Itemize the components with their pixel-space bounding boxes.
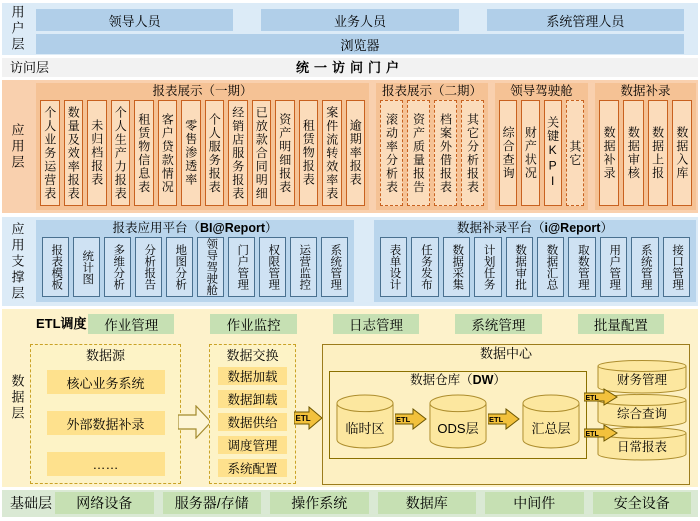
etl-management-box: 作业监控 xyxy=(210,314,296,334)
platform-module: 表单设计 xyxy=(380,237,407,297)
report-item: 客户贷款情况 xyxy=(158,100,178,206)
platform-module: 分析报告 xyxy=(135,237,162,297)
platform-module: 统计图 xyxy=(73,237,100,297)
report-item: 个人生产力报表 xyxy=(111,100,131,206)
unified-portal-title: 统一访问门户 xyxy=(295,60,404,75)
supplement-item: 数据入库 xyxy=(672,100,692,206)
data-exchange-item: 数据卸载 xyxy=(218,390,287,408)
platform-module: 任务发布 xyxy=(411,237,438,297)
data-marts xyxy=(597,345,687,484)
infra-items-row xyxy=(55,492,691,514)
group-report-phase2 xyxy=(376,83,488,210)
platform-module: 系统管理 xyxy=(631,237,658,297)
support-groups xyxy=(36,220,696,302)
infra-item: 网络设备 xyxy=(55,492,154,514)
infra-item: 数据库 xyxy=(378,492,477,514)
etl-management-box: 日志管理 xyxy=(333,314,419,334)
report-item: 未归档报表 xyxy=(87,100,107,206)
group-data-supplement xyxy=(595,83,696,210)
report-item: 零售渗透率 xyxy=(181,100,201,206)
data-center-box: 数据中心 数据仓库（DW） 临时区 ODS层 汇总层 ETL ETL 财务管理 综合查询 日常报表 ETL ETL xyxy=(322,344,690,485)
report-item: 逾期率报表 xyxy=(346,100,366,206)
etl-management-row xyxy=(88,314,664,334)
report-item: 案件流转效率表 xyxy=(322,100,342,206)
etl-arrow-icon xyxy=(584,388,618,406)
platform-module: 领导驾驶舱 xyxy=(197,237,224,297)
cockpit-item: 其它 xyxy=(566,100,584,206)
infra-item: 操作系统 xyxy=(270,492,369,514)
report-item: 个人业务运营表 xyxy=(40,100,60,206)
svg-text:ETL: ETL xyxy=(585,395,599,402)
platform-module: 权限管理 xyxy=(259,237,286,297)
report-item: 资产明细报表 xyxy=(275,100,295,206)
svg-text:ETL: ETL xyxy=(585,431,599,438)
group-title: 领导驾驶舱 xyxy=(510,84,573,98)
cockpit-item: 综合查询 xyxy=(499,100,517,206)
etl-arrow-icon xyxy=(395,408,427,430)
data-exchange-item: 数据供给 xyxy=(218,413,287,431)
group-title: 报表展示（一期） xyxy=(152,84,253,98)
support-layer-label: 应用支撑层 xyxy=(9,221,25,302)
report-item: 其它分析报表 xyxy=(461,100,484,206)
user-layer-label: 用户层 xyxy=(9,5,25,53)
cockpit-item: 关键KPI xyxy=(544,100,562,206)
flow-arrow-icon xyxy=(178,405,212,439)
platform-module: 数据审批 xyxy=(506,237,533,297)
access-layer-label: 访问层 xyxy=(10,60,50,75)
etl-arrow-icon xyxy=(294,406,323,430)
data-mart-cylinder: 综合查询 xyxy=(597,394,687,428)
group-report-phase1 xyxy=(36,83,369,210)
platform-module: 地图分析 xyxy=(166,237,193,297)
data-source-item: …… xyxy=(47,452,165,476)
warehouse-stage-cylinder: ODS层 xyxy=(429,394,487,450)
data-source-item: 核心业务系统 xyxy=(47,370,165,394)
user-role-box: 系统管理人员 xyxy=(487,9,684,31)
platform-module: 数据汇总 xyxy=(537,237,564,297)
layer-application xyxy=(2,80,698,213)
supplement-item: 数据上报 xyxy=(648,100,668,206)
platform-module: 报表模板 xyxy=(42,237,69,297)
report-item: 租赁物信息表 xyxy=(134,100,154,206)
data-source-item: 外部数据补录 xyxy=(47,411,165,435)
group-title: 数据补录 xyxy=(620,84,671,98)
supplement-item: 数据补录 xyxy=(599,100,619,206)
platform-module: 取数管理 xyxy=(568,237,595,297)
user-roles-row xyxy=(36,9,684,31)
warehouse-title: 数据仓库（DW） xyxy=(410,373,506,387)
report-item: 滚动率分析表 xyxy=(380,100,403,206)
layer-app-support xyxy=(2,217,698,306)
platform-title: 报表应用平台（BI@Report） xyxy=(112,221,278,235)
app-layer-label: 应用层 xyxy=(9,122,25,171)
etl-arrow-icon xyxy=(488,408,520,430)
data-exchange-box: 数据交换 数据加载 数据卸载 数据供给 调度管理 系统配置 xyxy=(209,344,296,484)
infra-layer-label: 基础层 xyxy=(10,495,52,511)
cockpit-item: 财产状况 xyxy=(521,100,539,206)
data-mart-cylinder: 财务管理 xyxy=(597,360,687,394)
platform-module: 用户管理 xyxy=(600,237,627,297)
layer-data xyxy=(2,309,698,487)
group-bi-report-platform xyxy=(36,220,354,302)
app-groups xyxy=(36,83,696,210)
report-item: 租赁物报表 xyxy=(299,100,319,206)
group-title: 报表展示（二期） xyxy=(381,84,482,98)
report-item: 数量及效率报表 xyxy=(64,100,84,206)
user-role-box: 领导人员 xyxy=(36,9,233,31)
etl-schedule-label: ETL调度 xyxy=(36,316,87,331)
platform-module: 计划任务 xyxy=(474,237,501,297)
infra-item: 中间件 xyxy=(485,492,584,514)
data-exchange-item: 调度管理 xyxy=(218,436,287,454)
etl-arrow-icon xyxy=(584,424,618,442)
report-item: 档案外借报表 xyxy=(434,100,457,206)
report-item: 资产质量报告 xyxy=(407,100,430,206)
infra-item: 服务器/存储 xyxy=(163,492,262,514)
data-source-box: 数据源 核心业务系统 外部数据补录 …… xyxy=(30,344,181,484)
etl-management-box: 作业管理 xyxy=(88,314,174,334)
platform-module: 系统管理 xyxy=(321,237,348,297)
platform-module: 接口管理 xyxy=(663,237,690,297)
platform-module: 门户管理 xyxy=(228,237,255,297)
data-exchange-item: 系统配置 xyxy=(218,459,287,477)
data-layer-label: 数据层 xyxy=(9,374,25,422)
svg-text:ETL: ETL xyxy=(295,414,311,423)
layer-user xyxy=(2,3,698,55)
layer-access xyxy=(2,58,698,77)
report-item: 个人服务报表 xyxy=(205,100,225,206)
infra-item: 安全设备 xyxy=(593,492,692,514)
report-item: 已放款合同明细 xyxy=(252,100,272,206)
group-leader-cockpit xyxy=(495,83,588,210)
report-item: 经销店服务报表 xyxy=(228,100,248,206)
svg-text:ETL: ETL xyxy=(489,415,504,424)
platform-module: 多维分析 xyxy=(104,237,131,297)
etl-management-box: 系统管理 xyxy=(455,314,541,334)
data-warehouse-box xyxy=(329,371,587,459)
group-i-report-platform xyxy=(374,220,696,302)
layer-infrastructure xyxy=(2,490,698,517)
supplement-item: 数据审核 xyxy=(623,100,643,206)
browser-bar: 浏览器 xyxy=(36,34,684,54)
warehouse-stage-cylinder: 临时区 xyxy=(336,394,394,450)
user-role-box: 业务人员 xyxy=(261,9,458,31)
platform-module: 数据采集 xyxy=(443,237,470,297)
etl-management-box: 批量配置 xyxy=(578,314,664,334)
warehouse-stage-cylinder: 汇总层 xyxy=(522,394,580,450)
svg-text:ETL: ETL xyxy=(396,415,411,424)
platform-module: 运营监控 xyxy=(290,237,317,297)
platform-title: 数据补录平台（i@Report） xyxy=(457,221,613,235)
data-mart-cylinder: 日常报表 xyxy=(597,427,687,461)
data-exchange-item: 数据加载 xyxy=(218,367,287,385)
